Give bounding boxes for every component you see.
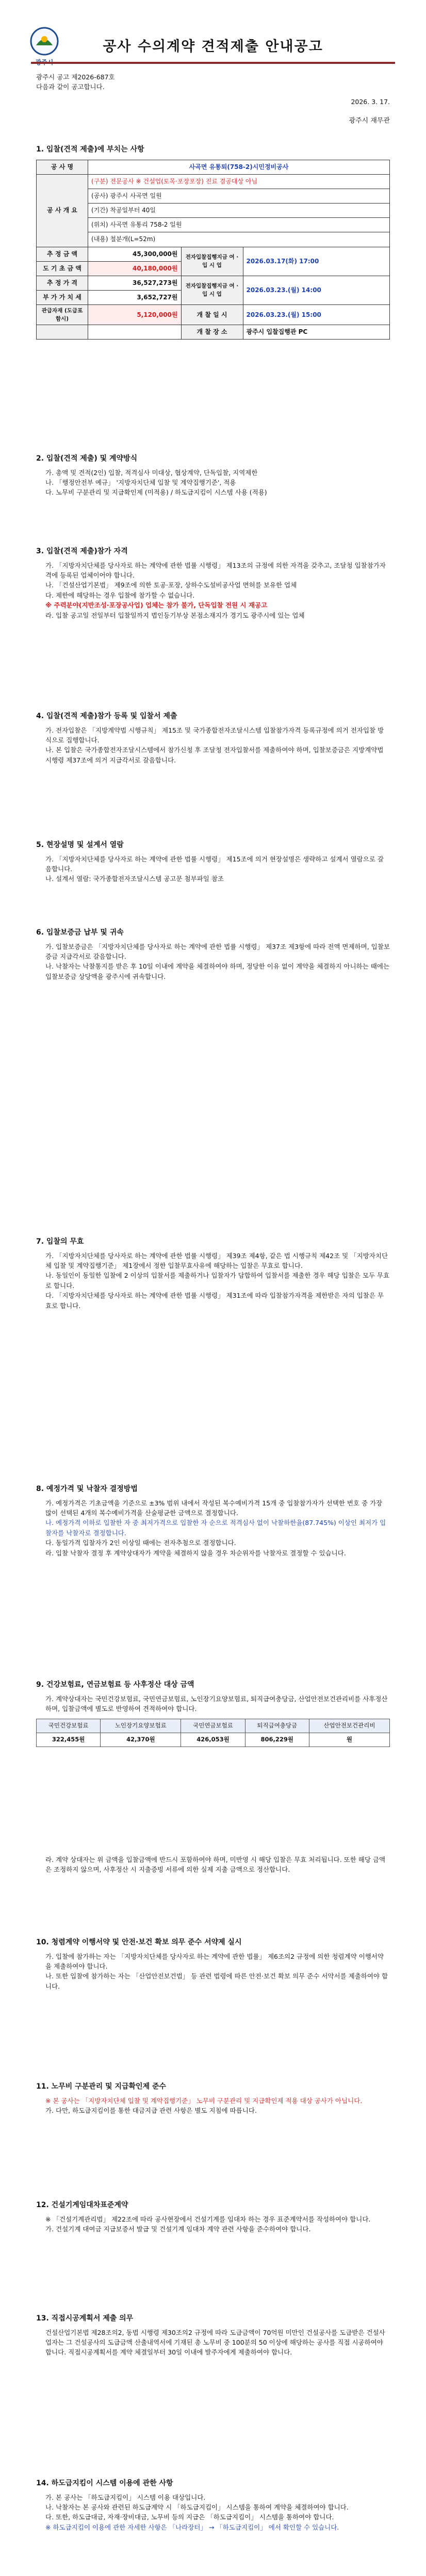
table-label: 개 찰 장 소 [181,325,243,340]
overview-item: (공사) 광주시 사곡면 일원 [88,189,389,204]
paragraph: 가. 입찰에 참가하는 자는 「지방자치단체를 당사자로 하는 계약에 관한 법률」 제6조의2 규정에 의한 청렴계약 이행서약을 제출하여야 합니다. [45,1952,384,1971]
paragraph: 다. 또한, 하도급대금, 자재·장비대금, 노무비 등의 지급은 「하도급지킴이」 시스템을 통하여야 합니다. [45,2513,334,2521]
paragraph: 다. 「지방자치단체를 당사자로 하는 계약에 관한 법률 시행령」 제31조에 따라 입찰참가자격을 제한받은 자의 입찰은 무효로 합니다. [45,1292,384,1310]
overview-item: (위치) 사곡면 유통리 758-2 일원 [88,218,389,232]
paragraph: 나. 낙찰자는 낙찰통지를 받은 후 10일 이내에 계약을 체결하여야 하며, 정당한 이유 없이 계약을 체결하지 아니하는 때에는 입찰보증금 상당액을 광주시에 귀속합니다. [45,962,390,980]
paragraph: 나. 낙찰자는 본 공사와 관련된 하도급계약 시 「하도급지킴이」 시스템을 통하여 계약을 체결하여야 합니다. [45,2503,349,2512]
table-cell: 322,455원 [37,1733,101,1747]
section-heading: 2. 입찰(견적 제출) 및 계약방식 [36,454,138,463]
table-row [37,174,390,247]
table-cell: 원 [309,1733,389,1747]
section-heading: 13. 직접시공계획서 제출 의무 [36,2314,134,2323]
table-label: 추 정 금 액 [37,247,88,261]
table-header: 국민연금보험료 [181,1719,245,1733]
section-heading: 7. 입찰의 무효 [36,1238,84,1246]
paragraph: ※ 본 공사는 「지방자치단체 입찰 및 계약집행기준」 노무비 구분관리 및 지급확인제 적용 대상 공사가 아닙니다. [45,2096,363,2105]
table-row [37,160,390,174]
paragraph: ※ 「건설기계관리법」 제22조에 따라 공사현장에서 건설기계를 임대차 하는 경우 표준계약서를 작성하여야 합니다. [45,2215,371,2223]
table-label: 관급자재 (도급포함시) [37,304,88,325]
paragraph: 가. 「지방자치단체를 당사자로 하는 계약에 관한 법률 시행령」 제39조 제4항, 같은 법 시행규칙 제42조 및 「지방자치단체 입찰 및 계약집행기준」 제1장에서 정한 입찰무효사유에 해당하는 입찰은 무효로 합니다. [45,1251,388,1270]
table-row [37,247,390,261]
paragraph: 건설산업기본법 제28조의2, 동법 시행령 제30조의2 규정에 따라 도급금액이 70억원 미만인 건설공사를 도급받은 건설사업자는 그 건설공사의 도급금액 산출내역서에 기재된 총 노무비 중 100분의 50 이상에 해당하는 공사를 직접 시공하여야 합니다. 직접시공계획서를 계약 체결일부터 30일 이내에 발주자에게 제출하여야 합니다. [45,2328,385,2357]
section-7 [36,1236,390,1311]
table-value: 5,120,000원 [88,304,182,325]
table-row [37,276,390,290]
table-cell: 42,370원 [101,1733,181,1747]
paragraph: 나. 본 입찰은 국가종합전자조달시스템에서 참가신청 후 조달청 전자입찰서를 제출하여야 하며, 입찰보증금은 지방계약법 시행령 제37조에 의거 지급각서로 갈음합니다. [45,746,384,764]
section-heading: 9. 건강보험료, 연금보험료 등 사후정산 대상 금액 [36,1681,194,1689]
contract-table [36,160,390,340]
section-3 [36,546,390,620]
paragraph: 라. 입찰 낙찰자 결정 후 계약상대자가 계약을 체결하지 않을 경우 차순위자를 낙찰자로 결정할 수 있습니다. [45,1549,346,1557]
overview-item: (내용) 철분개(L=52m) [91,235,156,243]
paragraph: 가. 계약상대자는 국민건강보험료, 국민연금보험료, 노인장기요양보험료, 퇴직급여충당금, 산업안전보건관리비를 사후정산하며, 입찰금액에 별도로 반영하여 견적하여야 합니다. [45,1694,388,1713]
table-label: 도 기 초 금 액 [37,261,88,276]
paragraph: 다. 제한에 해당하는 경우 입찰에 참가할 수 없습니다. [45,591,195,599]
notice-intro: 다음과 같이 공고합니다. [36,83,105,91]
section-heading: 8. 예정가격 및 낙찰자 결정방법 [36,1485,138,1493]
paragraph: 나. 「행정안전부 예규」 '지방자치단체 입찰 및 계약집행기준', 적용 [45,479,236,487]
section-5 [36,840,390,884]
table-header: 노인장기요양보험료 [101,1719,181,1733]
paragraph: 가. 「지방자치단체를 당사자로 하는 계약에 관한 법률 시행령」 제15조에 의거 현장설명은 생략하고 설계서 열람으로 갈음합니다. [45,855,384,873]
table-header: 퇴직급여충당금 [245,1719,309,1733]
table-header-row [37,1719,390,1733]
section-10 [36,1937,390,1991]
paragraph: 라. 입찰 공고일 전일부터 입찰일까지 법인등기부상 본점소재지가 경기도 광주시에 있는 업체 [45,611,305,619]
section-6 [36,927,390,981]
paragraph: ※ 하도급지킴이 이용에 관한 자세한 사항은 「나라장터」 → 「하도급지킴이」 에서 확인할 수 있습니다. [45,2523,339,2531]
section-heading: 11. 노무비 구분관리 및 지급확인제 준수 [36,2082,167,2091]
table-value [88,325,182,340]
paragraph: 나. 설계서 열람: 국가종합전자조달시스템 공고문 첨부파일 참조 [45,875,224,883]
section-9 [36,1680,390,1747]
section-1 [36,144,390,340]
section-heading: 5. 현장설명 및 설계서 열람 [36,841,124,849]
table-header: 산업안전보건관리비 [309,1719,389,1733]
title-divider [31,62,395,64]
paragraph: 가. 다만, 하도급지킴이를 통한 대금지급 관련 사항은 별도 지침에 따릅니다. [45,2107,257,2115]
table-value: 2026.03.23.(월) 14:00 [243,276,390,304]
section-2 [36,453,390,498]
table-value: 2026.03.23.(월) 15:00 [243,304,390,325]
paragraph: 나. 「건설산업기본법」 제9조에 의한 토공·포장, 상하수도설비공사업 면허를 보유한 업체 [45,581,297,589]
table-row [37,325,390,340]
paragraph: 라. 계약 상대자는 위 금액을 입찰금액에 반드시 포함하여야 하며, 미반영 시 해당 입찰은 무효 처리됩니다. 또한 해당 금액은 조정하지 않으며, 사후정산 시 지출증빙 서류에 의한 실제 지출 금액으로 정산합니다. [45,1856,386,1874]
table-value: 2026.03.17(화) 17:00 [243,247,390,276]
paragraph: 가. 전자입찰은 「지방계약법 시행규칙」 제15조 및 국가종합전자조달시스템 입찰참가자격 등록규정에 의거 전자입찰 방식으로 집행합니다. [45,726,384,744]
paragraph: 나. 또한 입찰에 참가하는 자는 「산업안전보건법」 등 관련 법령에 따른 안전·보건 확보 의무 준수 서약서를 제출하여야 합니다. [45,1972,388,1990]
table-row [37,1733,390,1747]
page-title: 공사 수의계약 견적제출 안내공고 [103,39,323,55]
notice-meta [36,72,115,92]
section-heading: 6. 입찰보증금 납부 및 귀속 [36,928,124,937]
issuing-org: 광주시 재무관 [349,117,390,125]
section-heading: 10. 청렴계약 이행서약 및 안전·보건 확보 의무 준수 서약제 실시 [36,1938,242,1946]
section-11 [36,2081,390,2115]
table-value: 광주시 입찰집행관 PC [243,325,390,340]
project-name: 사곡면 유통퇴(758-2)시민정비공사 [88,160,390,174]
table-cell: 806,229원 [245,1733,309,1747]
paragraph: 나. 동일인이 동일한 입찰에 2 이상의 입찰서를 제출하거나 입찰자가 담합하여 입찰서를 제출한 경우 해당 입찰은 모두 무효로 합니다. [45,1272,390,1290]
section-12 [36,2200,390,2234]
paragraph: 가. 총액 및 견적(2인) 입찰, 적격심사 미대상, 협상계약, 단독입찰, 지역제한 [45,468,258,477]
insurance-table [36,1719,390,1747]
table-row [37,304,390,325]
section-heading: 4. 입찰(견적 제출)참가 등록 및 입찰서 제출 [36,712,177,720]
paragraph: 가. 예정가격은 기초금액을 기준으로 ±3% 범위 내에서 작성된 복수예비가격 15개 중 입찰참가자가 선택한 번호 중 가장 많이 선택된 4개의 복수예비가격을 산술평균한 금액으로 결정합니다. [45,1499,383,1517]
notice-number: 광주시 공고 제2026-687호 [36,73,115,81]
table-label: 부 가 가 치 세 [37,290,88,304]
paragraph: 가. 「지방자치단체를 당사자로 하는 계약에 관한 법률 시행령」 제13조의 규정에 의한 자격을 갖추고, 조달청 입찰참가자격에 등록된 업체이어야 합니다. [45,561,386,580]
warning-note: ※ 주력분야(지반조성·포장공사업) 업체는 참가 불가, 단독입찰 전원 시 재공고 [45,601,268,609]
table-value: 45,300,000원 [88,247,182,261]
table-value: 36,527,273원 [88,276,182,290]
table-label: 개 찰 일 시 [181,304,243,325]
table-header: 국민건강보험료 [37,1719,101,1733]
table-value: 3,652,727원 [88,290,182,304]
section-13 [36,2313,390,2358]
table-label: 공 사 명 [37,160,88,174]
section-4 [36,711,390,765]
section-heading: 1. 입찰(견적 제출)에 부치는 사항 [36,145,144,154]
table-label: 공 사 개 요 [37,174,88,247]
paragraph: 가. 본 공사는 「하도급지킴이」 시스템 이용 대상입니다. [45,2493,206,2501]
project-overview [88,174,390,247]
table-value: 40,180,000원 [88,261,182,276]
table-cell: 426,053원 [181,1733,245,1747]
paragraph: 가. 건설기계 대여금 지급보증서 발급 및 건설기계 임대차 계약 관련 사항을 준수하여야 합니다. [45,2225,311,2233]
section-heading: 12. 건설기계임대차표준계약 [36,2201,128,2209]
paragraph: 다. 동일가격 입찰자가 2인 이상일 때에는 전자추첨으로 결정합니다. [45,1539,236,1547]
paragraph: 다. 노무비 구분관리 및 지급확인제 (미적용) / 하도급지킴이 시스템 사용 (적용) [45,488,267,497]
table-label: 추 정 가 격 [37,276,88,290]
section-14 [36,2478,390,2532]
section-heading: 14. 하도급지킴이 시스템 이용에 관한 사항 [36,2479,173,2487]
overview-item: (기간) 착공일부터 40일 [88,204,389,218]
table-label: 전자입찰집행지금 여 ·입 시 업 [181,276,243,304]
overview-item: (구분) 전문공사 ※ 건설업(토목·포장포장) 진료 겸공대상 아님 [88,175,389,189]
section-8 [36,1484,390,1558]
table-label: 전자입찰집행지금 여 ·입 시 업 [181,247,243,276]
section-heading: 3. 입찰(견적 제출)참가 자격 [36,547,128,555]
notice-date: 2026. 3. 17. [351,98,390,106]
paragraph: 나. 예정가격 이하로 입찰한 자 중 최저가격으로 입찰한 자 순으로 적격심사 없이 낙찰하한율(87.745%) 이상인 최저가 입찰자를 낙찰자로 결정합니다. [45,1519,386,1537]
table-label [37,325,88,340]
paragraph: 가. 입찰보증금은 「지방자치단체를 당사자로 하는 계약에 관한 법률 시행령」 제37조 제3항에 따라 전액 면제하며, 입찰보증금 지급각서로 갈음합니다. [45,942,390,961]
